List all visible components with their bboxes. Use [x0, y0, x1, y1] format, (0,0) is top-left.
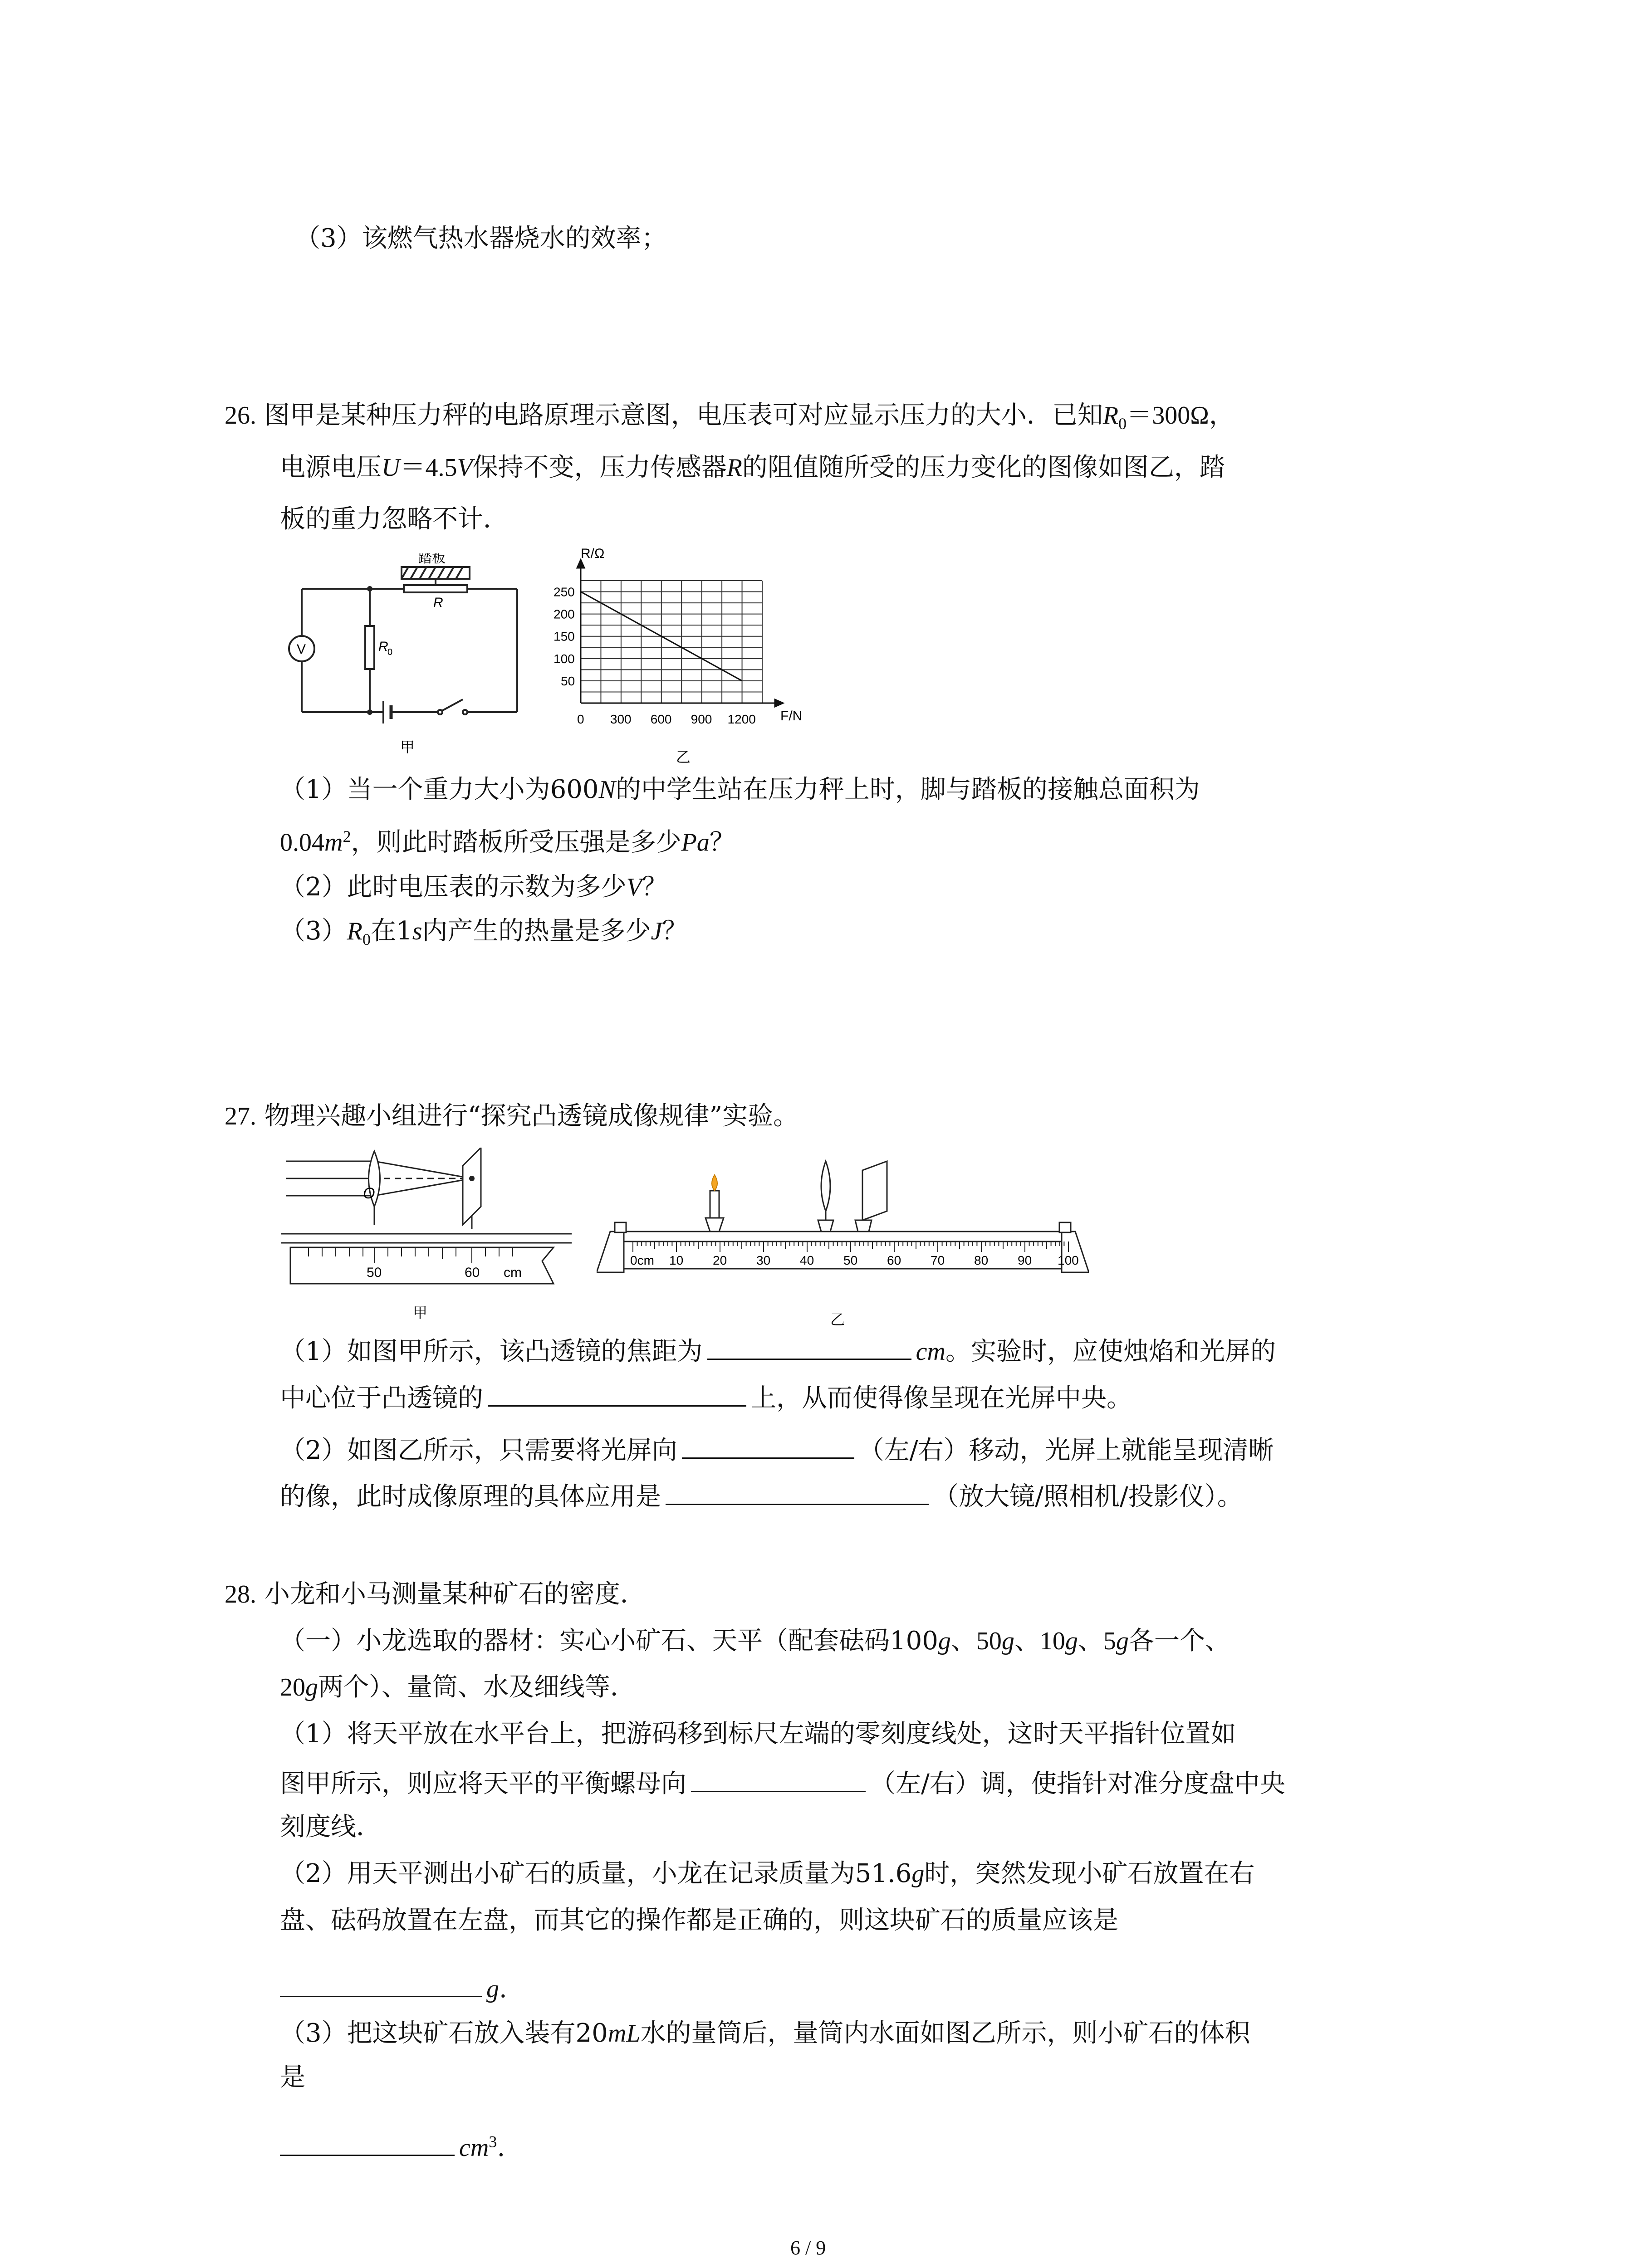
q26-part2: （2）此时电压表的示数为多少V？ [280, 872, 667, 902]
chart-y-tick-label: 200 [554, 607, 575, 621]
chart-y-tick-label: 150 [554, 629, 575, 644]
page-number: 6 / 9 [790, 2237, 826, 2259]
q27-part2-line2: 的像，此时成像原理的具体应用是 （放大镜/照相机/投影仪）。 [280, 1482, 1243, 1511]
bench-tick-label: 10 [669, 1253, 684, 1267]
bench-tick-label: 80 [974, 1253, 989, 1267]
bench-tick-label: 50 [843, 1253, 858, 1267]
q27-lens-figure [281, 1148, 572, 1325]
r-label: R [433, 595, 443, 610]
chart-y-tick-label: 50 [561, 674, 575, 688]
bench-tick-label: 60 [887, 1253, 901, 1267]
q28-part2-line2: 盘、砝码放置在左盘，而其它的操作都是正确的，则这块矿石的质量应该是 [280, 1906, 1118, 1935]
figure-yi-caption: 乙 [676, 749, 691, 765]
q28-section1-line1: （一）小龙选取的器材：实心小矿石、天平（配套砝码100g、50g、10g、5g各一个、 [280, 1626, 1230, 1656]
bench-tick-label: 70 [931, 1253, 945, 1267]
q28-part3-line1: （3）把这块矿石放入装有20mL水的量筒后，量筒内水面如图乙所示，则小矿石的体积 [280, 2019, 1250, 2048]
voltmeter-icon: V [297, 642, 306, 657]
q26-part1-line1: （1）当一个重力大小为600N的中学生站在压力秤上时，脚与踏板的接触总面积为 [280, 775, 1200, 804]
bench-tick-label: 20 [713, 1253, 727, 1267]
q26-line2: 电源电压U＝4.5V保持不变，压力传感器R的阻值随所受的压力变化的图像如图乙，踏 [280, 453, 1225, 482]
q26-line3: 板的重力忽略不计． [280, 504, 509, 534]
q27-part1-line2: 中心位于凸透镜的 上，从而使得像呈现在光屏中央。 [280, 1383, 1132, 1413]
answer-blank-mineral-mass[interactable] [280, 1973, 482, 1997]
chart-x-tick-label: 0 [577, 712, 584, 726]
svg-text:0: 0 [387, 647, 393, 657]
answer-blank-screen-direction[interactable] [682, 1435, 854, 1459]
q26-circuit-figure [272, 553, 526, 758]
q28-part2-line1: （2）用天平测出小矿石的质量，小龙在记录质量为51.6g时，突然发现小矿石放置在右 [280, 1859, 1255, 1888]
bench-tick-label: 100 [1058, 1253, 1079, 1267]
q27-part1-line1: （1）如图甲所示，该凸透镜的焦距为 cm。实验时，应使烛焰和光屏的 [280, 1337, 1276, 1366]
figure-jia-caption: 甲 [400, 739, 415, 755]
chart-x-tick-label: 300 [610, 712, 632, 726]
q25-part3: （3）该燃气热水器烧水的效率； [295, 224, 667, 253]
q28-part1-line1: （1）将天平放在水平台上，把游码移到标尺左端的零刻度线处，这时天平指针位置如 [280, 1719, 1236, 1749]
chart-y-tick-label: 100 [554, 651, 575, 666]
answer-blank-nut-direction[interactable] [691, 1768, 866, 1792]
x-axis-arrow-icon [775, 699, 783, 707]
figure-yi-caption-q27: 乙 [830, 1311, 845, 1328]
r0-label: R [378, 639, 388, 654]
chart-y-axis-label: R/Ω [581, 546, 605, 561]
chart-x-axis-label: F/N [780, 709, 803, 723]
q28-section1-line2: 20g两个）、量筒、水及细线等． [280, 1672, 636, 1702]
q26-part1-line2: $0.04m^2$，则此时踏板所受压强是多少Pa？ [280, 827, 735, 857]
q28-part2-line3: g. [280, 1973, 507, 2002]
q27-part2-line1: （2）如图乙所示，只需要将光屏向 （左/右）移动，光屏上就能呈现清晰 [280, 1436, 1274, 1465]
chart-x-tick-label: 600 [650, 712, 672, 726]
chart-x-tick-label: 900 [691, 712, 712, 726]
q26-rf-chart [526, 540, 821, 767]
q28-part3-line2: 是 [280, 2063, 305, 2092]
bench-tick-label: 40 [800, 1253, 814, 1267]
svg-text:60: 60 [465, 1265, 480, 1280]
optical-center-label: O [363, 1185, 375, 1202]
q28-part1-line2: 图甲所示，则应将天平的平衡螺母向 （左/右）调，使指针对准分度盘中央 [280, 1769, 1285, 1799]
answer-blank-lens-axis[interactable] [488, 1383, 746, 1407]
q27-title: 27. 物理兴趣小组进行“探究凸透镜成像规律”实验。 [225, 1101, 799, 1131]
svg-text:50: 50 [367, 1265, 382, 1280]
q26-line1: 26. 图甲是某种压力秤的电路原理示意图，电压表可对应显示压力的大小．已知$R_0=300\Omega$， [225, 401, 1234, 433]
bench-tick-label: 0cm [630, 1253, 654, 1267]
answer-blank-application[interactable] [666, 1481, 929, 1505]
answer-blank-focal-length[interactable] [707, 1336, 911, 1360]
chart-x-tick-label: 1200 [727, 712, 756, 726]
q28-part3-line3: $cm^3$. [280, 2132, 505, 2160]
bench-tick-label: 90 [1018, 1253, 1032, 1267]
chart-y-tick-label: 250 [554, 585, 575, 599]
q26-part3: $(3)R_0$在1s内产生的热量是多少J？ [280, 916, 688, 949]
bench-tick-label: 30 [756, 1253, 771, 1267]
q28-part1-line3: 刻度线． [280, 1812, 382, 1842]
pedal-label: 踏板 [418, 553, 446, 566]
answer-blank-mineral-volume[interactable] [280, 2132, 455, 2156]
figure-jia-caption-q27: 甲 [413, 1305, 428, 1321]
svg-text:cm: cm [504, 1265, 522, 1280]
q27-optical-bench-figure [597, 1143, 1089, 1329]
q28-title: 28. 小龙和小马测量某种矿石的密度． [225, 1579, 646, 1609]
